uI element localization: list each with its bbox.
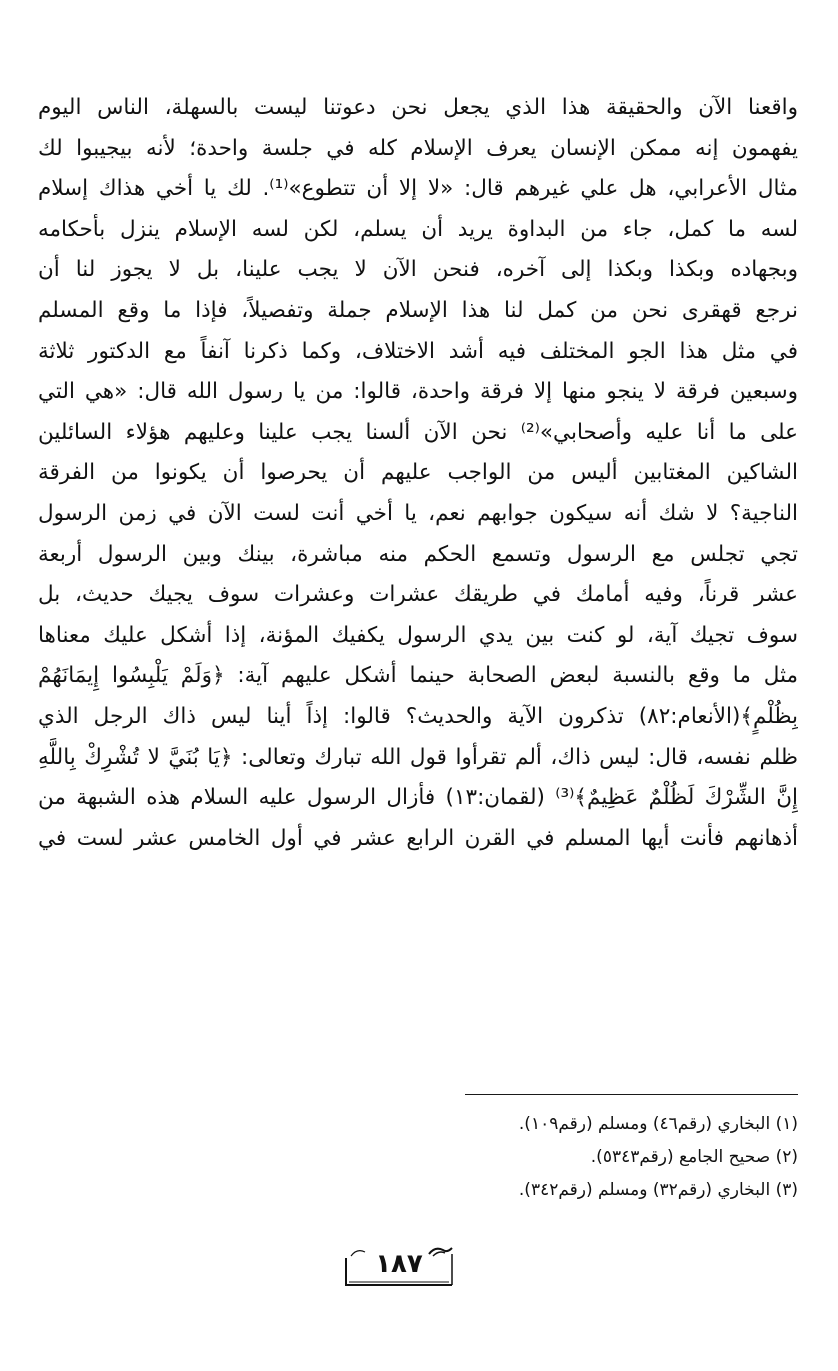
footnote-divider	[465, 1094, 798, 1095]
text-line: ظلم نفسه، قال: ليس ذاك، ألم تقرأوا قول الله تبارك وتعالى: ﴿يَا بُنَيَّ لا تُشْرِكْ بِاللَّهِ	[38, 744, 798, 770]
footnote-2: (٢) صحيح الجامع (رقم٥٣٤٣).	[590, 1147, 798, 1167]
text-line: الشاكين المغتابين أليس من الواجب عليهم أن يحرصوا أن يكونوا من الفرقة	[38, 460, 798, 486]
footnotes	[38, 1108, 798, 1207]
page-number-frame	[343, 1244, 455, 1288]
text-line: الناجية؟ لا شك أنه سيكون جوابهم نعم، يا أخي أنت لست الآن في زمن الرسول	[38, 500, 798, 526]
text-line: وبجهاده وبكذا وبكذا إلى آخره، فنحن الآن لا يجب علينا، بل لا يجوز لنا أن	[38, 257, 798, 283]
text-line: بِظُلْمٍ﴾(الأنعام:٨٢) تذكرون الآية والحديث؟ قالوا: إذاً أينا ليس ذاك الرجل الذي	[38, 703, 798, 729]
text-line: يفهمون إنه ممكن الإنسان يعرف الإسلام كله في جلسة واحدة؛ لأنه بيجيبوا لك	[38, 135, 798, 161]
page-number: ١٨٧	[375, 1249, 423, 1279]
text-line: على ما أنا عليه وأصحابي»⁽²⁾ نحن الآن ألسنا يجب علينا وعليهم هؤلاء السائلين	[38, 419, 798, 445]
text-line: عشر قرناً، وفيه أمامك في طريقك عشرات وعشرات سوف يجيك حديث، بل	[38, 582, 798, 608]
text-line: مثال الأعرابي، هل علي غيرهم قال: «لا إلا أن تتطوع»⁽¹⁾. لك يا أخي هذاك إسلام	[38, 176, 798, 202]
text-line: نرجع قهقرى نحن من كمل لنا هذا الإسلام جملة وتفصيلاً، فإذا ما وقع المسلم	[38, 297, 798, 323]
text-line: إِنَّ الشِّرْكَ لَظُلْمٌ عَظِيمٌ﴾⁽³⁾ (لقمان:١٣) فأزال الرسول عليه السلام هذه الشبهة من	[38, 785, 798, 811]
footnote-1: (١) البخاري (رقم٤٦) ومسلم (رقم١٠٩).	[518, 1114, 798, 1134]
text-line: تجي تجلس مع الرسول وتسمع الحكم منه مباشرة، بينك وبين الرسول أربعة	[38, 541, 798, 567]
text-line: وسبعين فرقة لا ينجو منها إلا فرقة واحدة، قالوا: من يا رسول الله قال: «هي التي	[38, 379, 798, 405]
text-line: مثل ما وقع بالنسبة لبعض الصحابة حينما أشكل عليهم آية: ﴿وَلَمْ يَلْبِسُوا إِيمَانَهُمْ	[38, 663, 798, 689]
text-line: أذهانهم فأنت أيها المسلم في القرن الرابع عشر في أول الخامس عشر لست في	[38, 825, 798, 851]
footnote-3: (٣) البخاري (رقم٣٢) ومسلم (رقم٣٤٢).	[518, 1180, 798, 1200]
text-line: في مثل هذا الجو المختلف فيه أشد الاختلاف، وكما ذكرنا آنفاً مع الدكتور ثلاثة	[38, 338, 798, 364]
text-line: واقعنا الآن والحقيقة هذا الذي يجعل نحن دعوتنا ليست بالسهلة، الناس اليوم	[38, 95, 798, 120]
text-line: سوف تجيك آية، لو كنت بين يدي الرسول يكفيك المؤنة، إذا أشكل عليك معناها	[38, 622, 798, 648]
main-text	[38, 88, 798, 859]
text-line: لسه ما كمل، جاء من البداوة يريد أن يسلم، لكن لسه الإسلام ينزل بأحكامه	[38, 216, 798, 242]
